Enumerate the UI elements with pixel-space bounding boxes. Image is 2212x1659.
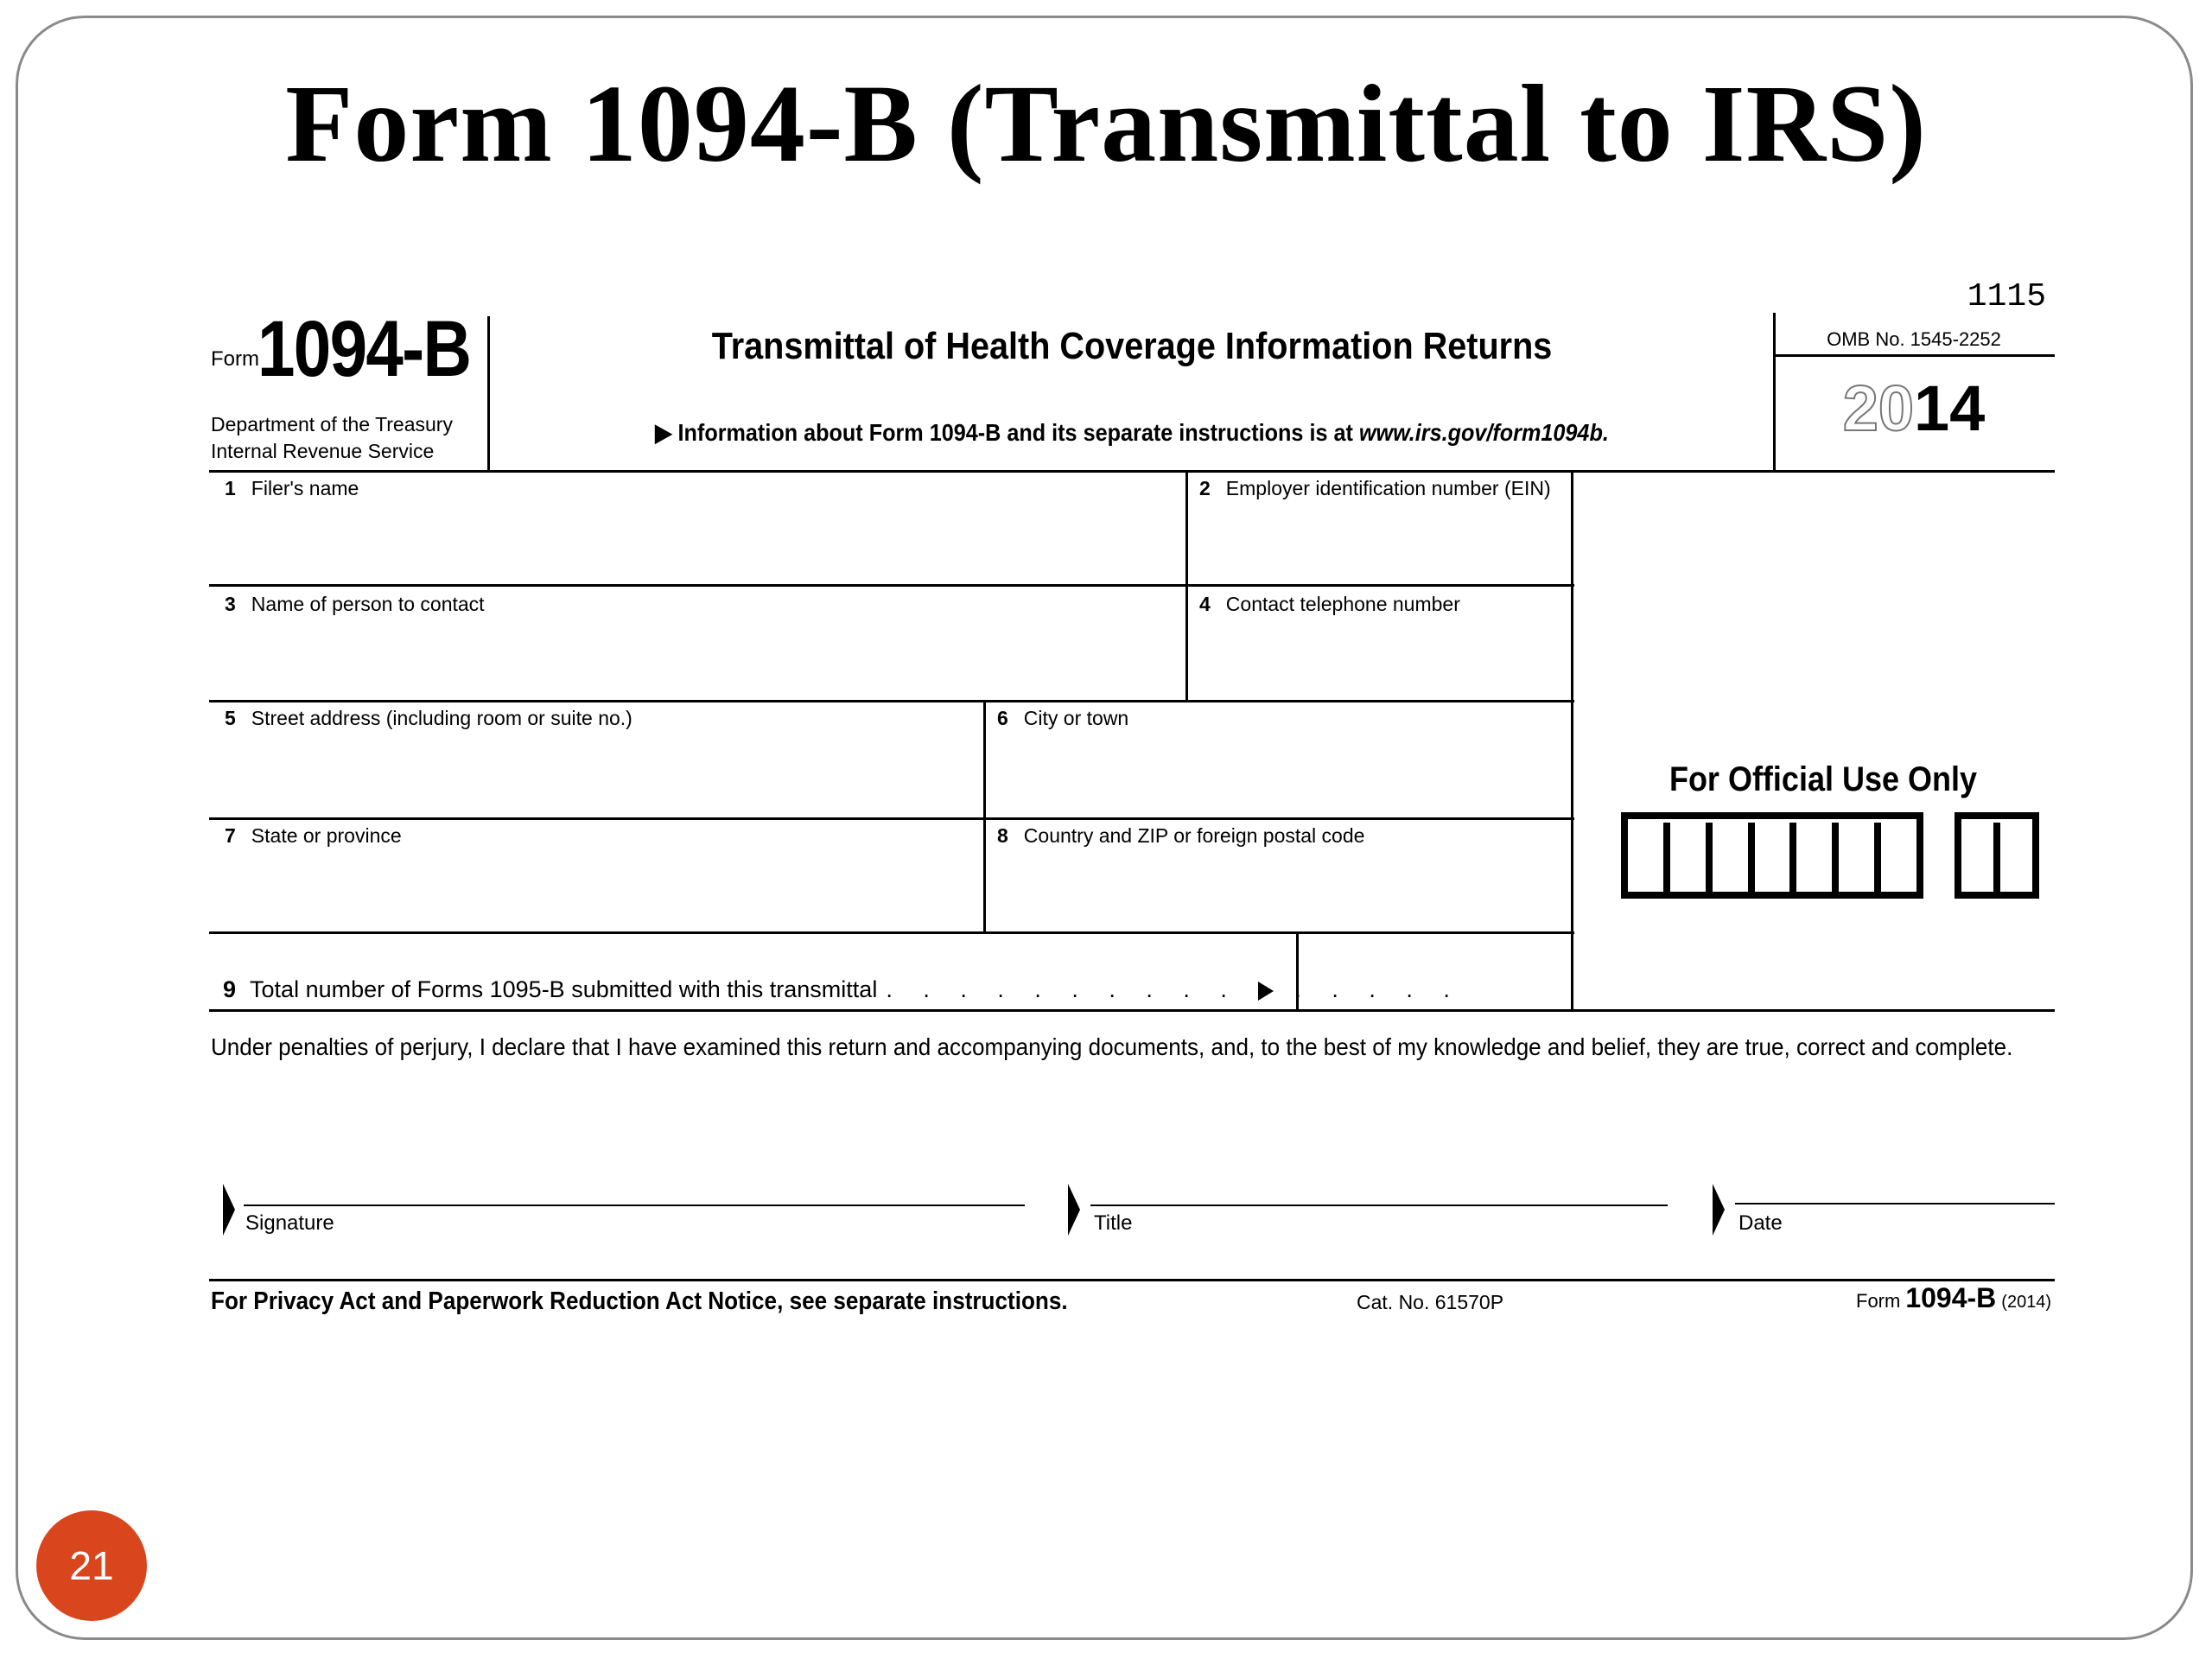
field-1-filer-name[interactable] (225, 477, 359, 500)
field-1-label: Filer's name (251, 477, 359, 499)
form-heading: Transmittal of Health Coverage Information Returns (711, 325, 1553, 367)
field-5-street[interactable] (225, 707, 632, 730)
field-6-label: City or town (1023, 707, 1129, 729)
field-8-country-zip[interactable] (997, 824, 1364, 848)
title-arrow-icon (1068, 1184, 1080, 1236)
signature-label: Signature (245, 1211, 334, 1235)
info-prefix: ▶ Information about Form 1094-B and its separate instructions is at (655, 419, 1359, 446)
department-label (211, 411, 453, 465)
field-9-label: Total number of Forms 1095-B submitted with this transmittal (250, 976, 878, 1002)
form-line-row3 (209, 700, 1574, 702)
perjury-statement: Under penalties of perjury, I declare that I have examined this return and accompanying documents, and, to the best of my knowledge and belief, they are true, correct and complete. (211, 1033, 2013, 1060)
omb-underline (1773, 354, 2055, 357)
year-suffix: 14 (1914, 372, 1986, 444)
arrow-right-icon (1258, 982, 1274, 1001)
footer-form-word: Form (1856, 1290, 1901, 1312)
omb-number: OMB No. 1545-2252 (1827, 328, 2001, 350)
official-use-box-b (1955, 812, 2039, 899)
footer-rule (209, 1279, 2055, 1281)
field-8-num: 8 (997, 824, 1008, 847)
internal-revenue-service: Internal Revenue Service (211, 440, 435, 462)
divider-col-city (983, 700, 986, 933)
tax-year (1776, 372, 2052, 445)
title-line[interactable] (1090, 1205, 1668, 1206)
form-number: 1094-B (257, 305, 471, 393)
form-line-row5 (209, 931, 1574, 934)
footer-form-year: (2014) (2001, 1293, 2052, 1312)
footer-form-number: 1094-B (1905, 1282, 1997, 1313)
header-divider-left (487, 316, 490, 472)
signature-arrow-icon (223, 1184, 235, 1236)
info-line (556, 418, 1707, 447)
date-arrow-icon (1713, 1184, 1725, 1236)
field-4-phone[interactable] (1199, 593, 1460, 616)
privacy-notice: For Privacy Act and Paperwork Reduction Act Notice, see separate instructions. (211, 1287, 1068, 1315)
field-8-label: Country and ZIP or foreign postal code (1023, 824, 1365, 847)
field-5-num: 5 (225, 707, 236, 729)
field-9-total-forms (223, 976, 1462, 1003)
field-1-num: 1 (225, 477, 236, 499)
field-5-label: Street address (including room or suite no.) (251, 707, 632, 729)
field-4-label: Contact telephone number (1225, 593, 1460, 615)
field-6-city[interactable] (997, 707, 1128, 730)
official-use-box-a (1621, 812, 1923, 899)
field-2-ein[interactable] (1199, 477, 1551, 500)
catalog-number: Cat. No. 61570P (1357, 1291, 1504, 1313)
form-word: Form (211, 347, 259, 371)
form-line-row9 (209, 1009, 2055, 1012)
slide-number-badge: 21 (36, 1510, 147, 1621)
field-7-num: 7 (225, 824, 236, 847)
field-3-contact-name[interactable] (225, 593, 485, 616)
slide-title: Form 1094-B (Transmittal to IRS) (285, 62, 1927, 185)
field-7-label: State or province (251, 824, 402, 847)
field-2-label: Employer identification number (EIN) (1225, 477, 1551, 499)
field-4-num: 4 (1199, 593, 1211, 615)
footer-form-id (1856, 1282, 2051, 1314)
field-6-num: 6 (997, 707, 1008, 729)
field-2-num: 2 (1199, 477, 1211, 499)
signature-line[interactable] (244, 1205, 1025, 1206)
form-line-row2 (209, 584, 1574, 587)
field-3-label: Name of person to contact (251, 593, 485, 615)
divider-col-right (1571, 470, 1573, 1011)
date-label: Date (1738, 1211, 1783, 1235)
year-prefix: 20 (1842, 372, 1914, 444)
date-line[interactable] (1735, 1203, 2055, 1205)
form-line-top (209, 470, 2055, 473)
field-9-leader-dots: . . . . . . . . . . . . . . . . (886, 976, 1462, 1002)
official-use-label: For Official Use Only (1669, 760, 1978, 798)
divider-col-ein (1185, 470, 1188, 700)
field-3-num: 3 (225, 593, 236, 615)
department-treasury: Department of the Treasury (211, 413, 453, 435)
info-url[interactable]: www.irs.gov/form1094b. (1358, 419, 1609, 446)
title-label: Title (1094, 1211, 1133, 1235)
field-9-num: 9 (223, 976, 237, 1002)
field-7-state[interactable] (225, 824, 402, 848)
form-line-row4 (209, 817, 1574, 820)
field-9-total-input[interactable] (1300, 935, 1569, 1007)
form-code: 1115 (1967, 278, 2046, 315)
